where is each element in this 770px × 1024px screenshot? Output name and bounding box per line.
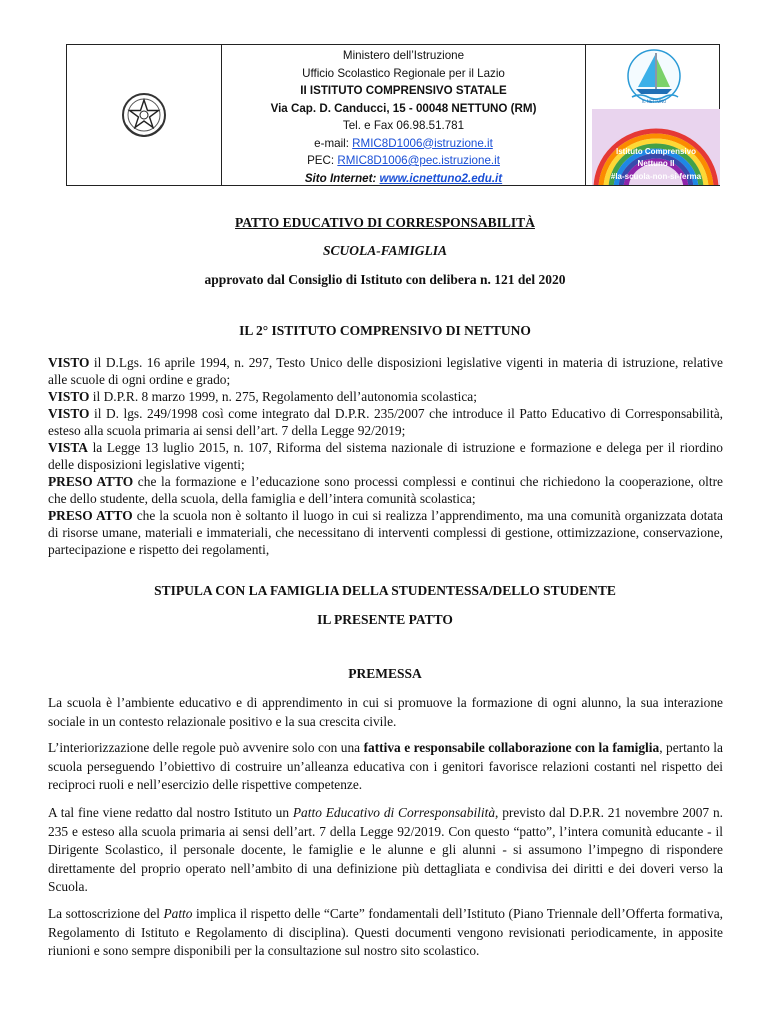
- pec-line: [222, 152, 585, 170]
- approval-note: approvato dal Consiglio di Istituto con delibera n. 121 del 2020: [204, 272, 566, 287]
- website-line: [222, 170, 585, 188]
- school-logos-cell: [586, 45, 719, 185]
- recital-text: il D.Lgs. 16 aprile 1994, n. 297, Testo Unico delle disposizioni legislative vigenti in materia di istruzione, relative alle scuole di ogni ordine e grado;: [48, 355, 723, 387]
- pec-label: PEC:: [307, 154, 338, 167]
- recital-lead: PRESO ATTO: [48, 508, 133, 523]
- school-name-line: II ISTITUTO COMPRENSIVO STATALE: [300, 84, 507, 97]
- website-label: Sito Internet:: [304, 171, 380, 185]
- recital-item: [48, 439, 723, 473]
- recital-item: [48, 405, 723, 439]
- letterhead: [66, 44, 720, 186]
- ministry-line: Ministero dell’Istruzione: [342, 49, 465, 62]
- school-contact-block: [222, 45, 586, 185]
- premessa-paragraph-4: [48, 905, 723, 961]
- recital-item: [48, 507, 723, 558]
- recital-item: [48, 354, 723, 388]
- premessa-paragraph-2: [48, 739, 723, 795]
- phone-line: Tel. e Fax 06.98.51.781: [342, 119, 465, 132]
- p4-text-c: implica il rispetto delle “Carte” fondamentali dell’Istituto (Piano Triennale dell’Offerta formativa, Regolamento di Istituto e Regolamento di disciplina). Questi documenti vengono revisionati periodicamente, in apposite riunioni e sono sempre disponibili per la consultazione sul nostro sito scolastico.: [48, 906, 723, 958]
- document-subtitle: SCUOLA-FAMIGLIA: [322, 243, 448, 258]
- recital-text: che la formazione e l’educazione sono processi complessi e continui che richiedono la cooperazione, oltre che dello studente, della scuola, della famiglia e dell’intera comunità scolastica;: [48, 474, 723, 506]
- regional-office-line: Ufficio Scolastico Regionale per il Lazio: [302, 66, 505, 80]
- recital-item: [48, 388, 723, 405]
- recital-text: il D.P.R. 8 marzo 1999, n. 275, Regolamento dell’autonomia scolastica;: [89, 389, 477, 404]
- republic-emblem-cell: [67, 45, 222, 185]
- recital-text: che la scuola non è soltanto il luogo in cui si realizza l’apprendimento, ma una comunità organizzata dotata di risorse umane, materiali e immateriali, che necessitano di interventi complessi di gestione, ottimizzazione, conservazione, partecipazione e rispetto dei regolamenti,: [48, 508, 723, 557]
- sailboat-logo-text: IC NETTUNO: [641, 99, 667, 104]
- recital-text: la Legge 13 luglio 2015, n. 107, Riforma del sistema nazionale di istruzione e formazione e delega per il riordino delle disposizioni legislative vigenti;: [48, 440, 723, 472]
- email-label: e-mail:: [314, 136, 353, 150]
- p3-text-a: A tal fine viene redatto dal nostro Istituto un: [48, 805, 293, 820]
- website-link[interactable]: www.icnettuno2.edu.it: [379, 171, 503, 185]
- recital-text: il D. lgs. 249/1998 così come integrato dal D.P.R. 235/2007 che introduce il Patto Educativo di Corresponsabilità, esteso alla scuola primaria ai sensi dell’art. 7 della Legge 92/2019;: [48, 406, 723, 438]
- email-line: [222, 135, 585, 153]
- recital-item: [48, 473, 723, 507]
- recital-lead: VISTO: [48, 355, 90, 370]
- p3-text-c: , previsto dal D.P.R. 21 novembre 2007 n. 235 e esteso alla scuola primaria ai sensi dell’art. 7 della Legge 92/2019. Con questo “patto”, l’intera comunità educante - il Dirigente Scolastico, il personale docente, le famiglie e le alunne e gli alunni - si assumono l’impegno di rispondere direttamente del proprio operato nell’ambito di una definizione più dettagliata e condivisa dei diritti e dei doveri verso la Scuola.: [48, 805, 723, 894]
- rainbow-line-1: Istituto Comprensivo: [615, 147, 696, 156]
- sailboat-logo-icon: [624, 47, 684, 105]
- p3-italic: Patto Educativo di Corresponsabilità: [292, 805, 496, 820]
- premessa-paragraph-1: La scuola è l’ambiente educativo e di apprendimento in cui si promuove la formazione di ogni alunno, la sua interazione sociale in un contesto relazionale positivo e la sua crescita civile.: [48, 695, 723, 729]
- rainbow-line-3: #la-scuola-non-si-ferma: [610, 172, 702, 181]
- italian-republic-emblem-icon: [120, 91, 168, 139]
- email-link[interactable]: RMIC8D1006@istruzione.it: [352, 136, 493, 150]
- institute-heading: IL 2° ISTITUTO COMPRENSIVO DI NETTUNO: [239, 323, 531, 338]
- p4-italic: Patto: [163, 906, 193, 921]
- recital-lead: PRESO ATTO: [48, 474, 134, 489]
- premessa-paragraph-3: [48, 804, 723, 897]
- p4-text-a: La sottoscrizione del: [48, 906, 164, 921]
- p2-emphasis: fattiva e responsabile collaborazione con la famiglia: [363, 740, 660, 755]
- recitals-block: [48, 354, 723, 558]
- rainbow-logo: [592, 109, 720, 185]
- patto-heading: IL PRESENTE PATTO: [317, 612, 453, 627]
- p2-text-c: , pertanto la scuola perseguendo l’obiettivo di costruire un’alleanza educativa con i genitori favorisce relazioni costanti nel rispetto dei reciproci ruoli e nell’esercizio delle rispettive competenze.: [48, 740, 723, 792]
- premessa-heading: PREMESSA: [348, 666, 422, 681]
- address-line: Via Cap. D. Canducci, 15 - 00048 NETTUNO (RM): [270, 101, 537, 115]
- p2-text-a: L’interiorizzazione delle regole può avvenire solo con una: [48, 740, 364, 755]
- recital-lead: VISTA: [48, 440, 88, 455]
- rainbow-line-2: Nettuno II: [637, 159, 675, 168]
- stipula-heading: STIPULA CON LA FAMIGLIA DELLA STUDENTESSA/DELLO STUDENTE: [154, 583, 616, 598]
- recital-lead: VISTO: [48, 389, 90, 404]
- recital-lead: VISTO: [48, 406, 90, 421]
- pec-link[interactable]: RMIC8D1006@pec.istruzione.it: [337, 154, 500, 167]
- document-title: PATTO EDUCATIVO DI CORRESPONSABILITÀ: [235, 215, 535, 230]
